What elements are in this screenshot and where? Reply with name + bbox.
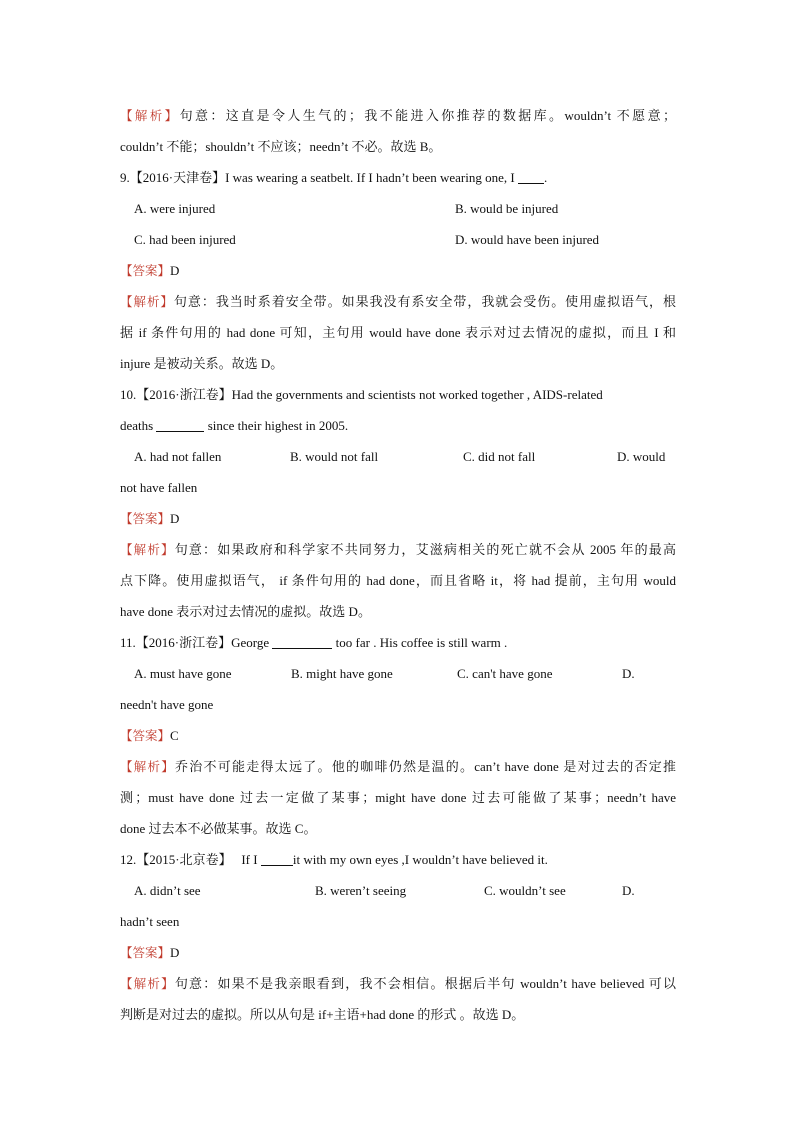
q10-analysis-text-1: 句意：如果政府和科学家不共同努力，艾滋病相关的死亡就不会从 2005 年的最高 [174,542,676,557]
q11-analysis-text-2: 测；must have done 过去一定做了某事；might have done 过去可能做了某事；needn’t have [120,790,676,805]
q12-answer-value: D [170,945,180,960]
analysis-tag: 【解析】 [120,108,180,123]
q10-stem-text-2b: since their highest in 2005. [207,418,349,433]
q10-stem-line-2 [120,410,676,441]
q12-blank [261,851,293,866]
q12-option-c: C. wouldn’t see [484,883,566,898]
q10-analysis-line-3 [120,596,676,627]
q8-analysis-line-1 [120,100,676,131]
q12-options-row [120,875,676,906]
q11-stem-text-a: George [231,635,270,650]
q11-source: 【2016·浙江卷】 [135,635,232,650]
q10-option-c: C. did not fall [463,449,536,464]
q11-blank [272,634,332,649]
q9-answer [120,255,676,286]
q8-analysis-text-2: couldn’t 不能；shouldn’t 不应该；needn’t 不必。故选 B。 [120,139,442,154]
q12-analysis-text-1: 句意：如果不是我亲眼看到，我不会相信。根据后半句 wouldn’t have believed 可以 [174,976,676,991]
q12-stem-text-a: If I [241,852,258,867]
q11-analysis-line-2 [120,782,676,813]
analysis-tag: 【解析】 [120,294,174,309]
q9-stem-end: . [543,170,548,185]
q11-option-a: A. must have gone [134,666,232,681]
q12-answer [120,937,676,968]
q9-blank [518,169,544,184]
q11-option-b: B. might have gone [291,666,393,681]
q9-option-a: A. were injured [134,201,216,216]
q10-option-d: D. would [617,449,666,464]
q11-answer-value: C [170,728,179,743]
q10-option-b: B. would not fall [290,449,379,464]
q9-number: 9. [120,170,130,185]
q11-answer [120,720,676,751]
q11-option-d: D. [622,666,635,681]
q12-option-b: B. weren’t seeing [315,883,407,898]
q12-stem [120,844,676,875]
q9-options-row-1 [120,193,676,224]
q11-options-row [120,658,676,689]
q10-option-a: A. had not fallen [134,449,222,464]
answer-tag: 【答案】 [120,945,171,960]
q9-analysis-text-1: 句意：我当时系着安全带。如果我没有系安全带，我就会受伤。使用虚拟语气，根 [173,294,676,309]
q9-option-d: D. would have been injured [455,232,600,247]
q12-analysis-line-1 [120,968,676,999]
q10-analysis-line-2 [120,565,676,596]
answer-tag: 【答案】 [120,728,171,743]
q10-number: 10. [120,387,137,402]
q10-answer-value: D [170,511,180,526]
q10-blank [156,417,204,432]
q9-options-row-2 [120,224,676,255]
q11-analysis-text-3: done 过去本不必做某事。故选 C。 [120,821,317,836]
q12-option-d: D. [622,883,635,898]
q9-analysis-line-3 [120,348,676,379]
q12-option-d-text: hadn’t seen [120,914,180,929]
q12-stem-text-b: it with my own eyes ,I wouldn’t have believed it. [292,852,548,867]
q9-option-c: C. had been injured [134,232,236,247]
q9-analysis-text-2: 据 if 条件句用的 had done 可知，主句用 would have done 表示对过去情况的虚拟，而且 I 和 [120,325,676,340]
q12-number: 12. [120,852,137,867]
q11-stem [120,627,676,658]
q8-analysis-line-2 [120,131,676,162]
q11-option-d-cont [120,689,676,720]
q12-source: 【2015·北京卷】 [136,852,232,867]
q11-stem-text-b: too far . His coffee is still warm . [335,635,508,650]
answer-tag: 【答案】 [120,263,171,278]
q9-source: 【2016·天津卷】 [129,170,226,185]
q9-option-b: B. would be injured [455,201,559,216]
analysis-tag: 【解析】 [120,759,175,774]
q11-option-d-text: needn't have gone [120,697,214,712]
q11-analysis-line-3 [120,813,676,844]
q10-options-row [120,441,676,472]
q10-stem-text-2a: deaths [120,418,154,433]
q10-option-d-cont [120,472,676,503]
q10-answer [120,503,676,534]
q10-option-d-text: not have fallen [120,480,198,495]
q10-analysis-line-1 [120,534,676,565]
q8-analysis-text-1: 句意：这直是令人生气的；我不能进入你推荐的数据库。wouldn’t 不愿意； [179,108,676,123]
q10-stem-text-1: Had the governments and scientists not worked together , AIDS-related [231,387,603,402]
q9-analysis-line-2 [120,317,676,348]
q10-source: 【2016·浙江卷】 [136,387,232,402]
q11-analysis-line-1 [120,751,676,782]
q9-stem [120,162,676,193]
q10-analysis-text-2: 点下降。使用虚拟语气， if 条件句用的 had done，而且省略 it，将 had 提前，主句用 would [120,573,676,588]
q12-option-d-cont [120,906,676,937]
answer-tag: 【答案】 [120,511,171,526]
q9-stem-text: I was wearing a seatbelt. If I hadn’t been wearing one, I [225,170,515,185]
q9-analysis-line-1 [120,286,676,317]
q11-option-c: C. can't have gone [457,666,553,681]
analysis-tag: 【解析】 [120,976,175,991]
document-page [120,100,676,1030]
q9-analysis-text-3: injure 是被动关系。故选 D。 [120,356,284,371]
q10-stem-line-1 [120,379,676,410]
q10-analysis-text-3: have done 表示对过去情况的虚拟。故选 D。 [120,604,371,619]
q11-analysis-text-1: 乔治不可能走得太远了。他的咖啡仍然是温的。can’t have done 是对过去的否定推 [175,759,676,774]
q12-analysis-line-2 [120,999,676,1030]
analysis-tag: 【解析】 [120,542,175,557]
q9-answer-value: D [170,263,180,278]
q11-number: 11. [120,635,136,650]
q12-analysis-text-2: 判断是对过去的虚拟。所以从句是 if+主语+had done 的形式 。故选 D。 [120,1007,525,1022]
q12-option-a: A. didn’t see [134,883,201,898]
